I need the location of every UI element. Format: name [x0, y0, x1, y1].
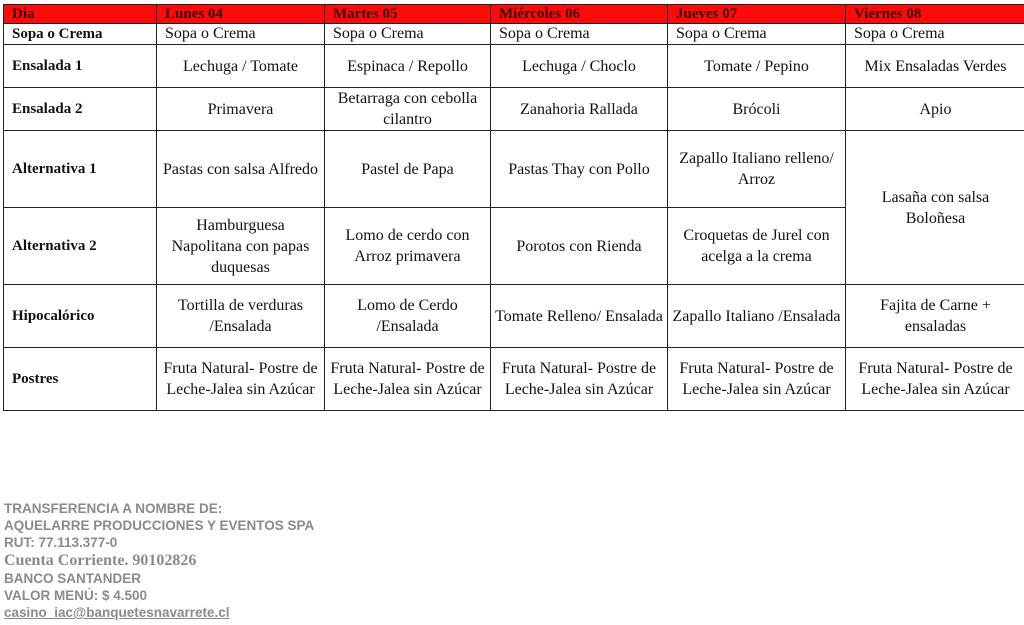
menu-cell: Tortilla de verduras /Ensalada	[157, 285, 325, 348]
menu-cell: Sopa o Crema	[668, 24, 846, 45]
menu-cell: Zapallo Italiano /Ensalada	[668, 285, 846, 348]
menu-cell: Fruta Natural- Postre de Leche-Jalea sin Azúcar	[668, 348, 846, 411]
table-header-row	[4, 5, 1024, 24]
menu-cell: Primavera	[157, 88, 325, 131]
menu-cell: Zanahoria Rallada	[491, 88, 668, 131]
weekly-menu-table	[3, 4, 1024, 411]
menu-cell: Brócoli	[668, 88, 846, 131]
menu-cell: Apio	[846, 88, 1024, 131]
menu-cell: Fajita de Carne + ensaladas	[846, 285, 1024, 348]
menu-cell: Espinaca / Repollo	[325, 45, 491, 88]
row-label: Ensalada 1	[4, 45, 157, 88]
menu-cell: Fruta Natural- Postre de Leche-Jalea sin Azúcar	[846, 348, 1024, 411]
email-link[interactable]: casino_iac@banquetesnavarrete.cl	[4, 605, 230, 620]
menu-cell: Betarraga con cebolla cilantro	[325, 88, 491, 131]
row-label: Alternativa 1	[4, 131, 157, 208]
row-label: Alternativa 2	[4, 208, 157, 285]
menu-cell: Sopa o Crema	[491, 24, 668, 45]
account-number: Cuenta Corriente. 90102826	[4, 552, 197, 569]
menu-cell: Sopa o Crema	[325, 24, 491, 45]
bank-name: BANCO SANTANDER	[4, 571, 141, 586]
payment-info	[4, 500, 314, 621]
transfer-heading: TRANSFERENCIA A NOMBRE DE:	[4, 501, 223, 516]
header-day: Lunes 04	[157, 5, 325, 24]
row-label: Ensalada 2	[4, 88, 157, 131]
table-row	[4, 285, 1024, 348]
header-dia: Dia	[4, 5, 157, 24]
menu-cell: Fruta Natural- Postre de Leche-Jalea sin Azúcar	[491, 348, 668, 411]
table-row	[4, 88, 1024, 131]
table-row	[4, 24, 1024, 45]
menu-cell: Pastas Thay con Pollo	[491, 131, 668, 208]
menu-cell: Tomate Relleno/ Ensalada	[491, 285, 668, 348]
header-day: Jueves 07	[668, 5, 846, 24]
menu-cell: Lomo de cerdo con Arroz primavera	[325, 208, 491, 285]
menu-cell: Lechuga / Choclo	[491, 45, 668, 88]
row-label: Postres	[4, 348, 157, 411]
menu-cell: Sopa o Crema	[846, 24, 1024, 45]
menu-cell: Porotos con Rienda	[491, 208, 668, 285]
header-day: Miércoles 06	[491, 5, 668, 24]
menu-cell: Sopa o Crema	[157, 24, 325, 45]
row-label: Sopa o Crema	[4, 24, 157, 45]
company-name: AQUELARRE PRODUCCIONES Y EVENTOS SPA	[4, 518, 315, 533]
menu-cell: Tomate / Pepino	[668, 45, 846, 88]
menu-cell: Fruta Natural- Postre de Leche-Jalea sin Azúcar	[157, 348, 325, 411]
menu-cell: Lomo de Cerdo /Ensalada	[325, 285, 491, 348]
menu-cell: Pastas con salsa Alfredo	[157, 131, 325, 208]
menu-cell: Zapallo Italiano relleno/ Arroz	[668, 131, 846, 208]
menu-cell: Pastel de Papa	[325, 131, 491, 208]
table-row	[4, 131, 1024, 208]
menu-price: VALOR MENÚ: $ 4.500	[4, 588, 148, 603]
header-day: Viernes 08	[846, 5, 1024, 24]
table-row	[4, 348, 1024, 411]
rut: RUT: 77.113.377-0	[4, 535, 118, 550]
menu-cell: Lechuga / Tomate	[157, 45, 325, 88]
menu-cell: Croquetas de Jurel con acelga a la crema	[668, 208, 846, 285]
menu-cell-lasagna: Lasaña con salsa Boloñesa	[846, 131, 1024, 285]
table-row	[4, 45, 1024, 88]
menu-cell: Hamburguesa Napolitana con papas duquesas	[157, 208, 325, 285]
menu-cell: Mix Ensaladas Verdes	[846, 45, 1024, 88]
row-label: Hipocalórico	[4, 285, 157, 348]
menu-cell: Fruta Natural- Postre de Leche-Jalea sin Azúcar	[325, 348, 491, 411]
header-day: Martes 05	[325, 5, 491, 24]
